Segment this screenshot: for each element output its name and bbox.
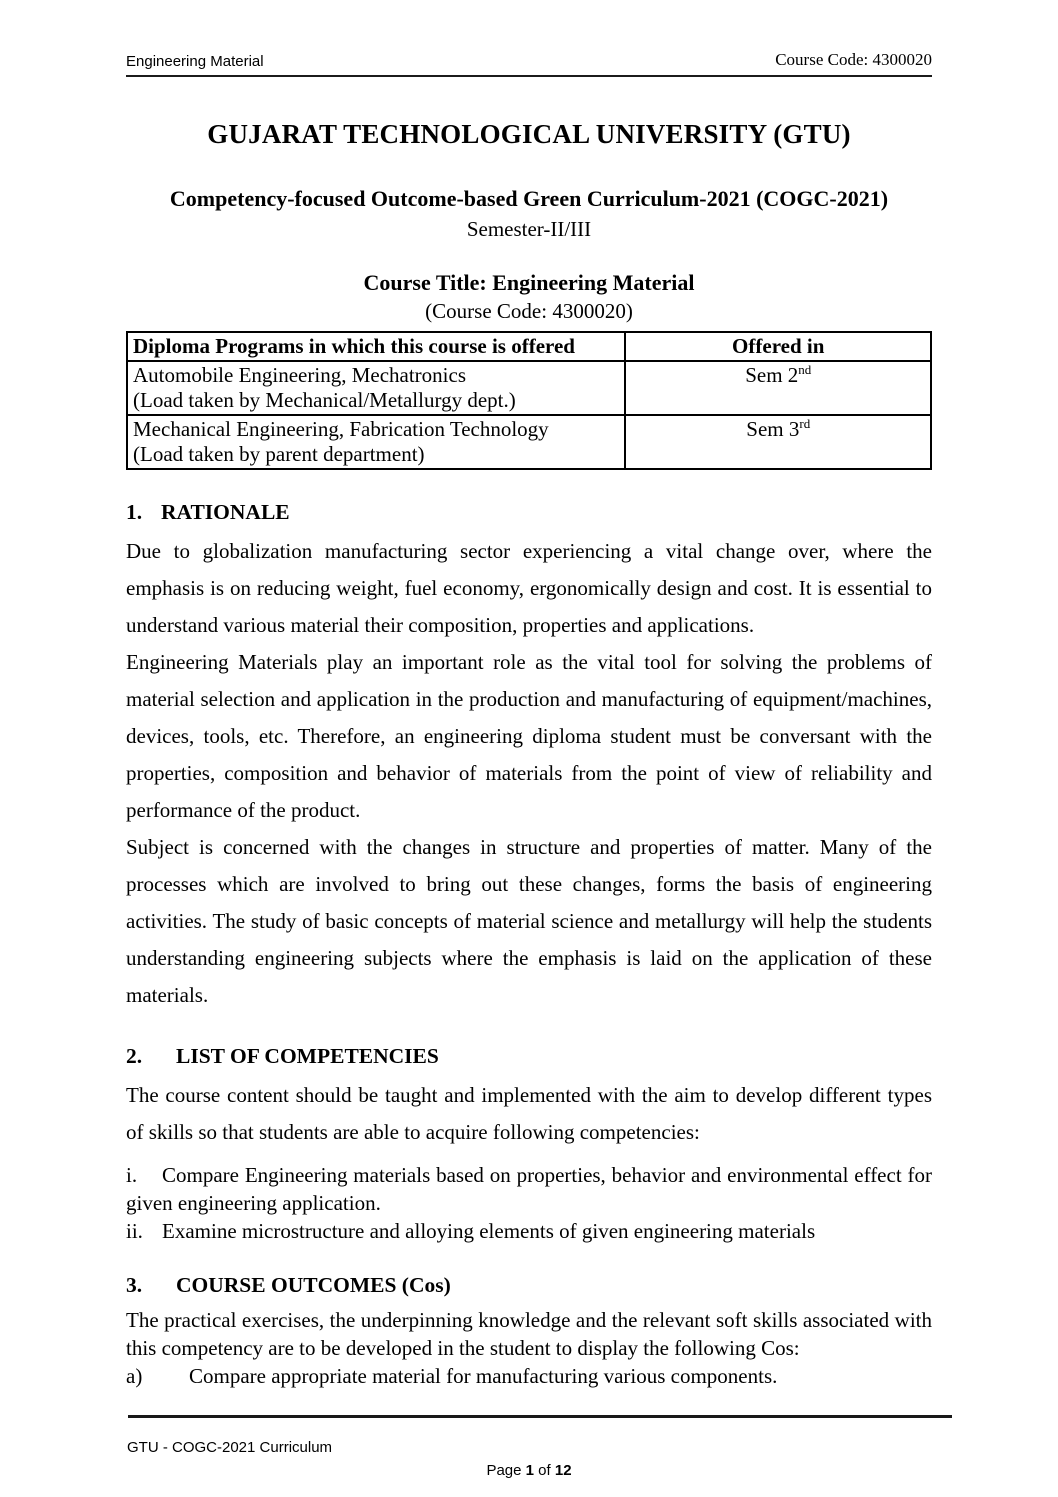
program-name: Mechanical Engineering, Fabrication Technology (133, 417, 549, 442)
column-header-offered-in: Offered in (625, 332, 931, 361)
table-row (127, 361, 931, 415)
offerings-table (126, 331, 932, 470)
competencies-intro: The course content should be taught and implemented with the aim to develop different types of skills so that students are able to acquire following competencies: (126, 1083, 932, 1145)
ordinal-suffix: rd (799, 416, 811, 432)
competency-item (126, 1161, 932, 1217)
running-footer (0, 1407, 1058, 1497)
competency-text: Compare Engineering materials based on properties, behavior and environmental effect for given engineering application. (126, 1163, 932, 1216)
table-header-row (127, 332, 931, 361)
page-word: Page (486, 1462, 522, 1479)
outcome-text: Compare appropriate material for manufacturing various components. (189, 1364, 778, 1389)
section-heading-label: LIST OF COMPETENCIES (176, 1044, 439, 1069)
rationale-paragraph: Due to globalization manufacturing sector experiencing a vital change over, where the emphasis is on reducing weight, fuel economy, ergonomically design and cost. It is essential to understand various material their composition, properties and applications. (126, 539, 932, 638)
ordinal-suffix: nd (798, 362, 812, 378)
offered-in-cell (625, 361, 931, 415)
list-marker: ii. (126, 1219, 143, 1244)
competency-text: Examine microstructure and alloying elements of given engineering materials (162, 1219, 816, 1244)
outcomes-intro: The practical exercises, the underpinning knowledge and the relevant soft skills associated with this competency are to be developed in the student to display the following Cos: (126, 1308, 932, 1361)
program-note: (Load taken by Mechanical/Metallurgy dept.) (133, 387, 516, 412)
curriculum-subtitle: Competency-focused Outcome-based Green Curriculum-2021 (COGC-2021) (169, 186, 889, 211)
competency-item (126, 1217, 932, 1245)
section-number: 1. (126, 500, 143, 525)
program-note: (Load taken by parent department) (133, 441, 425, 466)
section-heading-outcomes (126, 1273, 932, 1298)
header-course-code: Course Code: 4300020 (775, 50, 932, 69)
semester-value: Sem 3 (746, 417, 800, 442)
header-document-name: Engineering Material (126, 53, 264, 70)
course-title: Course Title: Engineering Material (363, 270, 695, 295)
rationale-paragraph: Engineering Materials play an important role as the vital tool for solving the problems of material selection and application in the production and manufacturing of equipment/machines, devices, tools, etc. Therefore, an engineering diploma student must be conversant with the properties, composition and behavior of materials from the point of view of reliability and performance of the product. (126, 650, 932, 823)
page-total: 12 (554, 1462, 572, 1479)
section-number: 3. (126, 1273, 143, 1298)
program-name: Automobile Engineering, Mechatronics (133, 363, 466, 388)
page-number-indicator (0, 1462, 1058, 1479)
column-header-programs: Diploma Programs in which this course is offered (127, 332, 625, 361)
footer-rule (128, 1415, 952, 1418)
program-cell (127, 415, 625, 469)
header-rule (126, 75, 932, 77)
of-word: of (538, 1462, 551, 1479)
section-number: 2. (126, 1044, 143, 1069)
semester-line: Semester-II/III (466, 217, 592, 241)
list-marker: i. (126, 1163, 138, 1188)
outcome-item (126, 1362, 932, 1390)
course-code: (Course Code: 4300020) (425, 299, 633, 323)
semester-value: Sem 2 (745, 363, 799, 388)
rationale-paragraph: Subject is concerned with the changes in structure and properties of matter. Many of the processes which are involved to bring out these changes, forms the basis of engineering activities. The study of basic concepts of material science and metallurgy will help the students understanding engineering subjects where the emphasis is laid on the application of these materials. (126, 835, 932, 1008)
footer-curriculum-label: GTU - COGC-2021 Curriculum (127, 1439, 333, 1456)
page-number: 1 (525, 1462, 534, 1479)
university-title: GUJARAT TECHNOLOGICAL UNIVERSITY (GTU) (207, 119, 851, 149)
offered-in-cell (625, 415, 931, 469)
section-heading-label: COURSE OUTCOMES (Cos) (176, 1273, 451, 1298)
running-header (126, 0, 932, 70)
program-cell (127, 361, 625, 415)
section-heading-rationale (126, 500, 932, 525)
list-marker: a) (126, 1364, 143, 1389)
section-heading-competencies (126, 1044, 932, 1069)
section-heading-label: RATIONALE (161, 500, 290, 525)
table-row (127, 415, 931, 469)
